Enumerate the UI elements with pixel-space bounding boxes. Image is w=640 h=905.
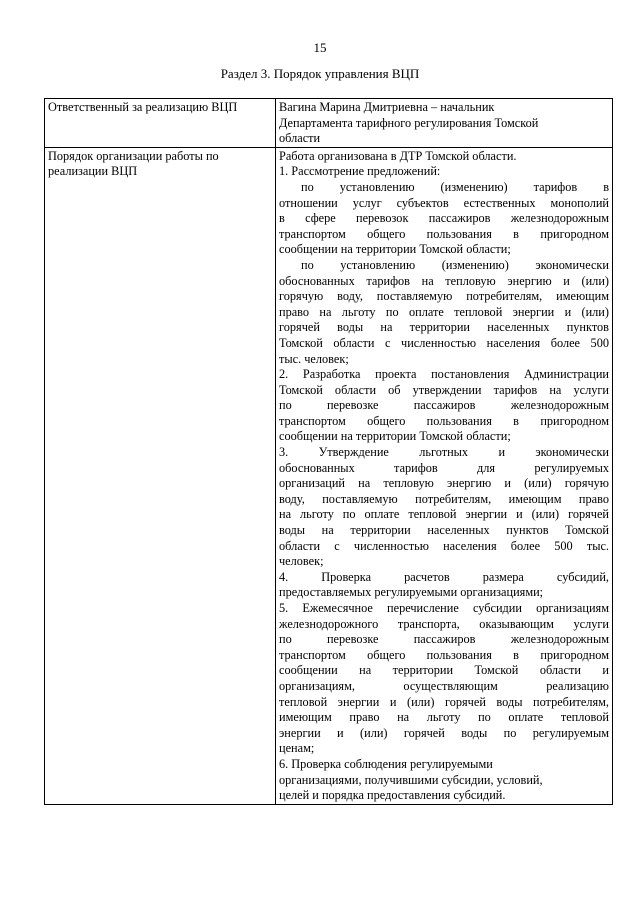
text-line: 6. Проверка соблюдения регулируемыми [279,756,493,771]
work-organization-value-cell [276,147,613,804]
text-line: имеющим право на льготу по оплате тепловой [279,710,609,725]
text-line: в сфере перевозок пассажиров железнодорожным [279,211,609,226]
text-line: Томской области с численностью населения более 500 [279,335,609,350]
text-line: организациям, осуществляющим реализацию [279,678,609,693]
section-title: Раздел 3. Порядок управления ВЦП [220,66,420,81]
text-line: транспортом общего пользования в пригородном [279,226,609,241]
text-line: Томской области об утверждении тарифов на услуги [279,382,609,397]
text-line: тыс. человек; [279,351,349,366]
text-line: области [279,131,321,146]
text-line: сообщении на территории Томской области; [279,429,511,444]
text-line: горячей воды на территории населенных пунктов [279,320,609,335]
text-line: обоснованных тарифов на тепловую энергию и (или) [279,273,609,288]
text-line: области с численностью населения более 500 тыс. [279,538,609,553]
text-line: по перевозке пассажиров железнодорожным [279,632,609,647]
text-line: энергии и (или) горячей воды по регулируемым [279,725,609,740]
text-line: транспортом общего пользования в пригородном [279,647,609,662]
text-line: тепловой энергии и (или) горячей воды потребителям, [279,694,609,709]
text-line: право на льготу по оплате тепловой энергии и (или) [279,304,609,319]
text-line: 3. Утверждение льготных и экономически [279,445,609,460]
work-organization-label-cell [45,147,276,804]
text-line: Вагина Марина Дмитриевна – начальник [279,100,495,114]
text-line: 2. Разработка проекта постановления Администрации [279,367,609,382]
text-line: организаций на тепловую энергию и (или) горячую [279,476,609,491]
work-organization-label: Порядок организации работы по реализации ВЦП [48,148,219,179]
responsible-label: Ответственный за реализацию ВЦП [48,100,238,114]
text-line: ценам; [279,741,315,756]
text-line: по установлению (изменению) тарифов в [301,179,609,194]
text-line: Работа организована в ДТР Томской области. [279,148,517,163]
table-row-work-organization [45,147,613,804]
text-line: организациями, получившими субсидии, условий, [279,772,543,787]
responsible-label-cell [45,99,276,148]
page-number: 15 [313,40,327,55]
text-line: воды на территории населенных пунктов Томской [279,523,609,538]
text-line: отношении услуг субъектов естественных монополий [279,195,609,210]
text-line: по перевозке пассажиров железнодорожным [279,398,609,413]
text-line: 5. Ежемесячное перечисление субсидии организациям [279,601,609,615]
text-line: по установлению (изменению) экономически [301,257,609,272]
text-line: воду, поставляемую потребителям, имеющим право [279,491,609,506]
text-line: транспортом общего пользования в пригородном [279,413,609,428]
text-line: предоставляемых регулируемыми организациями; [279,585,544,600]
text-line: 1. Рассмотрение предложений: [279,164,441,179]
text-line: 4. Проверка расчетов размера субсидий, [279,569,609,584]
responsible-value-cell [276,99,613,148]
text-line: железнодорожного транспорта, оказывающим услуги [279,616,609,631]
text-line: на льготу по оплате тепловой энергии и (или) горячей [279,507,609,522]
text-line: Департамента тарифного регулирования Томской [279,115,539,130]
table-row-responsible [45,99,613,148]
text-line: сообщении на территории Томской области и [279,663,609,678]
text-line: целей и порядка предоставления субсидий. [279,788,506,803]
text-line: человек; [279,554,324,569]
text-line: горячую воду, поставляемую потребителям, имеющим [279,289,609,304]
program-management-table [44,98,613,805]
text-line: сообщении на территории Томской области; [279,242,511,257]
text-line: обоснованных тарифов для регулируемых [279,460,609,475]
